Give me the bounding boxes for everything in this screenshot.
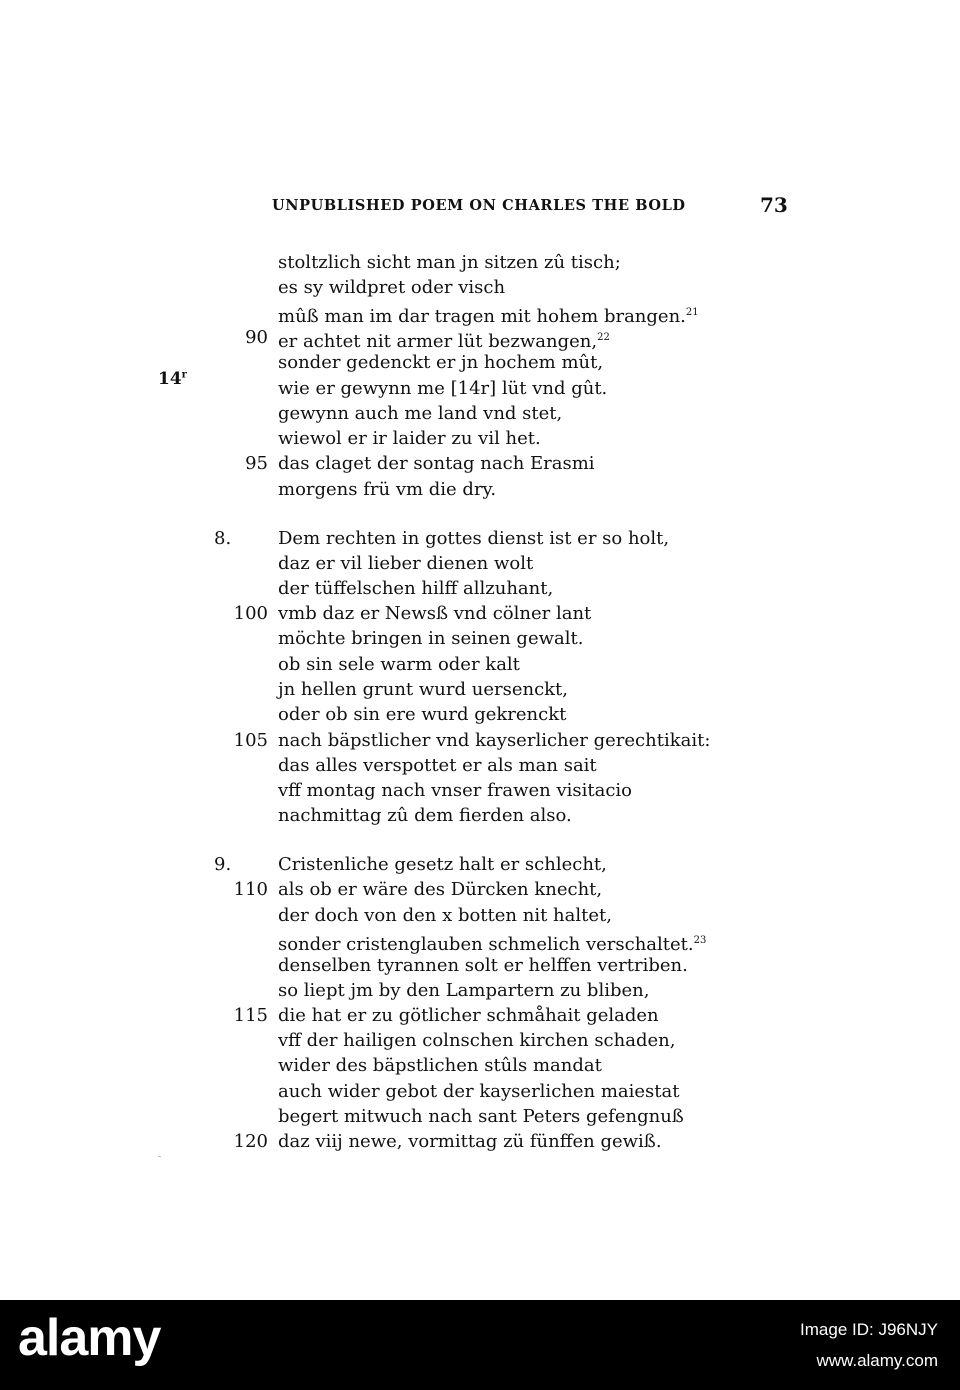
- poem-line: [278, 854, 607, 876]
- line-text: vff der hailigen colnschen kirchen schaden,: [278, 1030, 676, 1051]
- page-number: 73: [760, 193, 788, 217]
- poem-line: [278, 730, 710, 752]
- line-text: das alles verspottet er als man sait: [278, 755, 597, 776]
- line-number: 90: [245, 327, 268, 348]
- poem-line: [278, 603, 591, 625]
- line-number: 115: [233, 1005, 268, 1026]
- poem-line: [278, 578, 553, 600]
- line-text: so liept jm by den Lampartern zu bliben,: [278, 980, 650, 1001]
- line-text: nach bäpstlicher vnd kayserlicher gerechtikait:: [278, 730, 711, 751]
- poem-line: [278, 453, 595, 475]
- line-text: wiewol er ir laider zu vil het.: [278, 428, 541, 449]
- running-title: UNPUBLISHED POEM ON CHARLES THE BOLD: [272, 197, 686, 214]
- line-number: 105: [233, 730, 268, 751]
- poem-line: [278, 403, 562, 425]
- poem-line: [278, 252, 621, 274]
- line-text: es sy wildpret oder visch: [278, 277, 506, 298]
- poem-line: [278, 679, 568, 701]
- line-text: denselben tyrannen solt er helffen vertriben.: [278, 955, 688, 976]
- line-text: wider des bäpstlichen stûls mandat: [278, 1055, 602, 1076]
- poem-line: [278, 780, 632, 802]
- poem-line: [278, 704, 566, 726]
- poem-line: [278, 277, 505, 299]
- poem-line: [278, 1131, 662, 1153]
- line-text: er achtet nit armer lüt bezwangen,: [278, 331, 598, 352]
- line-text: mûß man im dar tragen mit hohem brangen.: [278, 306, 686, 327]
- line-text: Dem rechten in gottes dienst ist er so holt,: [278, 528, 670, 549]
- line-text: Cristenliche gesetz halt er schlecht,: [278, 854, 607, 875]
- line-text: vmb daz er Newsß vnd cölner lant: [278, 603, 592, 624]
- line-text: sonder gedenckt er jn hochem mût,: [278, 352, 604, 373]
- poem-line: [278, 352, 603, 374]
- poem-line: [278, 528, 669, 550]
- line-text: auch wider gebot der kayserlichen maiestat: [278, 1081, 680, 1102]
- folio-number: 14: [158, 369, 182, 389]
- line-text: morgens frü vm die dry.: [278, 479, 497, 500]
- line-text: der doch von den x botten nit haltet,: [278, 905, 612, 926]
- line-text: jn hellen grunt wurd uersenckt,: [278, 679, 569, 700]
- poem-line: [278, 955, 688, 977]
- line-text: der tüffelschen hilff allzuhant,: [278, 578, 554, 599]
- site-url: www.alamy.com: [816, 1351, 938, 1370]
- footnote-marker: 23: [693, 935, 707, 946]
- folio-side: r: [181, 369, 187, 381]
- line-text: vff montag nach vnser frawen visitacio: [278, 780, 633, 801]
- line-text: nachmittag zû dem fierden also.: [278, 805, 572, 826]
- line-text: möchte bringen in seinen gewalt.: [278, 628, 584, 649]
- poem-line: [278, 479, 496, 501]
- poem-line: [278, 1005, 659, 1027]
- poem-line: [278, 805, 572, 827]
- poem-line: [278, 553, 533, 575]
- line-text: als ob er wäre des Dürcken knecht,: [278, 879, 603, 900]
- poem-line: [278, 327, 610, 353]
- watermark-footer: [0, 1300, 960, 1390]
- line-text: begert mitwuch nach sant Peters gefengnuß: [278, 1106, 684, 1127]
- line-text: daz viij newe, vormittag zü fünffen gewiß.: [278, 1131, 662, 1152]
- line-text: gewynn auch me land vnd stet,: [278, 403, 563, 424]
- poem-line: [278, 654, 520, 676]
- line-text: ob sin sele warm oder kalt: [278, 654, 520, 675]
- poem-line: [278, 980, 649, 1002]
- footnote-marker: 21: [685, 307, 699, 318]
- brand-logo: alamy: [18, 1309, 161, 1367]
- line-number: 110: [233, 879, 268, 900]
- line-text: daz er vil lieber dienen wolt: [278, 553, 534, 574]
- line-text: sonder cristenglauben schmelich verschaltet.: [278, 934, 694, 955]
- folio-margin-note: [158, 369, 187, 389]
- stanza-number: 9.: [214, 854, 232, 875]
- poem-line: [278, 628, 583, 650]
- line-text: wie er gewynn me [14r] lüt vnd gût.: [278, 378, 608, 399]
- poem-line: [278, 1081, 679, 1103]
- line-text: stoltzlich sicht man jn sitzen zû tisch;: [278, 252, 621, 273]
- poem-line: [278, 879, 602, 901]
- poem-line: [278, 302, 699, 328]
- poem-line: [278, 755, 597, 777]
- poem-line: [278, 1030, 675, 1052]
- poem-line: [278, 930, 706, 956]
- line-text: das claget der sontag nach Erasmi: [278, 453, 595, 474]
- line-number: 100: [233, 603, 268, 624]
- image-id: Image ID: J96NJY: [800, 1320, 938, 1339]
- poem-line: [278, 378, 607, 400]
- stanza-number: 8.: [214, 528, 232, 549]
- line-number: 95: [245, 453, 268, 474]
- line-number: 120: [233, 1131, 268, 1152]
- poem-line: [278, 905, 612, 927]
- poem-line: [278, 1055, 602, 1077]
- poem-line: [278, 428, 541, 450]
- line-text: die hat er zu götlicher schmåhait geladen: [278, 1005, 659, 1026]
- scan-speck: [158, 1156, 161, 1157]
- line-text: oder ob sin ere wurd gekrenckt: [278, 704, 567, 725]
- poem-line: [278, 1106, 684, 1128]
- footnote-marker: 22: [597, 332, 610, 343]
